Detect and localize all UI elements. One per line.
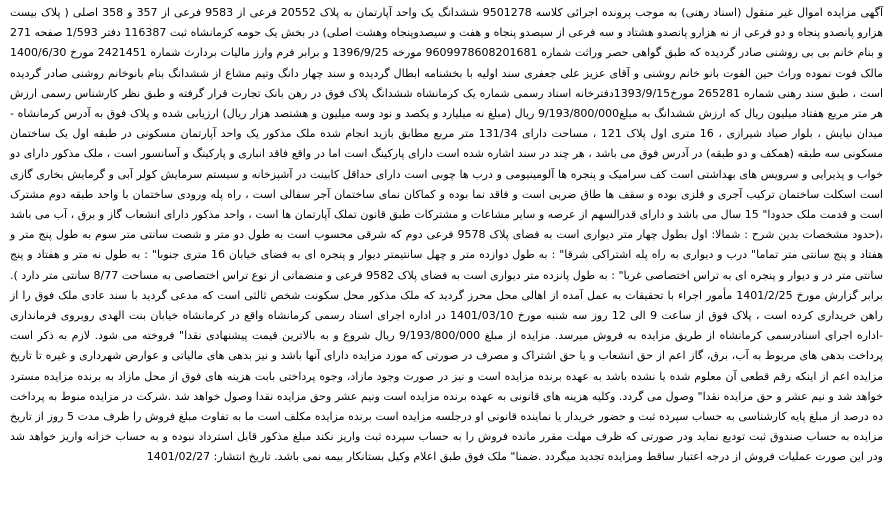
auction-notice-text: آگهی مزایده اموال غیر منقول (اسناد رهنی) به موجب پرونده اجرائی کلاسه 9501278 ششدانگ یک واحد آپارتمان به پلاک 20552 فرعی از 9583 فرعی از 357 و 358 اصلی ( پلاک بیست هزارو پانصدو پنجاه و دو فرعی از نه هزارو پانصدو هشتاد و سه فرعی از سیصدو پنجاه و هفت و سیصدوپنجاه وهشت اصلی) در بخش یک حومه کرمانشاه ثبت 116387 دفتر 1/593 صفحه 271 و بنام خانم بی بی روشنی صادر گردیده که طبق گواهی حصر وراثت شماره 9609978608201681 مورخه 1396/9/25 و برابر فرم وارز مالیات بردارث شماره 2421451 مورخ 1400/6/30 مالک فوت نموده وراث حین الفوت بانو خانم روشنی و آقای عزیز علی جعفری سند اولیه با بخشنامه ابطال گردیده و سند چهار دانگ وتیم مشاع از ششدانگ بنام بانوخانم روشنی صادر گردیده است ، طبق سند رهنی شماره 265281 مورخ1393/9/15دفترخانه اسناد رسمی شماره یک کرمانشاه ششدانگ پلاک فوق در رهن بانک تجارت قرار گرفته و طبق نظر کارشناس رسمی ارزش هر متر مربع هفتاد میلیون ریال که ارزش ششدانگ به مبلغ9/193/800/000 ریال (مبلغ نه میلیارد و یکصد و نود وسه میلیون و هشتصد هزار ریال) ارزیابی شده و پلاک فوق به آدرس کرمانشاه - میدان نیایش ، بلوار صیاد شیرازی ، 16 متری اول پلاک 121 ، مساحت دارای 131/34 متر مربع مطابق بازید انجام شده ملک مذکور یک واحد آپارتمان مسکونی در طبقه اول یک ساختمان مسکونی سه طبقه (همکف و دو طبقه) در آدرس فوق می باشد ، هر چند در سند اشاره شده است دارای پارکینگ است اما در واقع فاقد انباری و پارکینگ و آسانسور است ، ملک مذکور دارای دو خواب و پذیرایی و سرویس های بهداشتی است کف سرامیک و پنجره ها آلومینیومی و درب ها چوبی است دارای حداقل کابینت در آشپزخانه و سیستم سرمایش کولر آبی و گرمایش بخاری گازی است اسکلت ساختمان ترکیب آجری و فلزی بوده و سقف ها طاق ضربی است و فاقد نما بوده و کماکان نمای ساختمان آجر سفالی است ، راه پله ورودی ساختمان با واحد طبقه دوم مشترک است و قدمت ملک حدودا" 15 سال می باشد و دارای قدرالسهم از عرصه و سایر مشاعات و مشترکات طبق قانون تملک آپارتمان ها است ، واحد مذکور دارای انشعاب گاز و برق ، آب می باشد ،(حدود مشخصات بدین شرح : شمالا: اول بطول چهار متر دیواری است به فضای پلاک 9578 فرعی دوم که شرقی محسوب است به طول دو متر و شصت سانتی متر سوم به طول پنج متر و هفتاد و پنج سانتی متر تماما" درب و دیواری به راه پله اشتراکی شرقا" : به طول دوازده متر و چهل سانتیمتر دیوار و پنجره ای به فضای خیابان 16 متری جنوبا" : به طول نه متر و هفتاد و پنج سانتی متر در و دیوار و پنجره ای به تراس اختصاصی غربا" : به طول پانزده متر دیواری است به فضای پلاک 9582 فرعی و منضماتی از نوع تراس اختصاصی به مساحت 8/77 سانتی متر دارد ). برابر گزارش مورخ 1401/2/25 مأمور اجراء با تحقیقات به عمل آمده از اهالی محل محرز گردید که ملک مذکور محل سکونت شخص ثالثی است که مدعی گردید با سند عادی ملک فوق را از راهن خریداری کرده است ، پلاک فوق از ساعت 9 الی 12 روز سه شنبه مورخ 1401/03/10 در اداره اجرای اسناد رسمی کرمانشاه واقع در کرمانشاه خیابان بنت الهدی روبروی فرمانداری -اداره اجرای اسنادرسمی کرمانشاه از طریق مزایده به فروش میرسد. مزایده از مبلغ 9/193/800/000 ریال شروع و به بالاترین قیمت پیشنهادی نقدا" فروخته می شود. لازم به ذکر است پرداخت بدهی های مربوط به آب، برق، گاز اعم از حق انشعاب و یا حق اشتراک و مصرف در صورتی که مورد مزایده دارای آنها باشد و نیز بدهی های مالیاتی و عوارض شهرداری و غیره تا تاریخ مزایده اعم از اینکه رقم قطعی آن معلوم شده یا نشده باشد به عهده برنده مزایده است و نیز در صورت وجود مازاد، وجوه پرداختی بابت هزینه های فوق از محل مازاد به برنده مزایده مسترد خواهد شد و نیم عشر و حق مزایده نقدا" وصول می گردد. وکلیه هزینه های قانونی به عهده برنده مزایده است ونیم عشر وحق مزایده نقدا وصول خواهد شد .شرکت در مزایده منوط به پرداخت ده درصد از مبلغ پایه کارشناسی به حساب سپرده ثبت و حضور خریدار یا نماینده قانونی او درجلسه مزایده است برنده مزایده مکلف است ما به تفاوت مبلغ فروش را ظرف مدت 5 روز از تاریخ مزایده به حساب صندوق ثبت تودیع نماید ودر صورتی که ظرف مهلت مقرر مانده فروش را به حساب سپرده ثبت واریز نکند مبلغ مذکور قابل استرداد نبوده و به حساب خزانه واریز خواهد شد ودر این صورت عملیات فروش از درجه اعتبار ساقط ومزایده تجدید میگردد .ضمنا" ملک فوق طبق اعلام وکیل بستانکار بیمه نمی باشد. تاریخ انتشار: 1401/02/27 bbox=[10, 6, 884, 464]
